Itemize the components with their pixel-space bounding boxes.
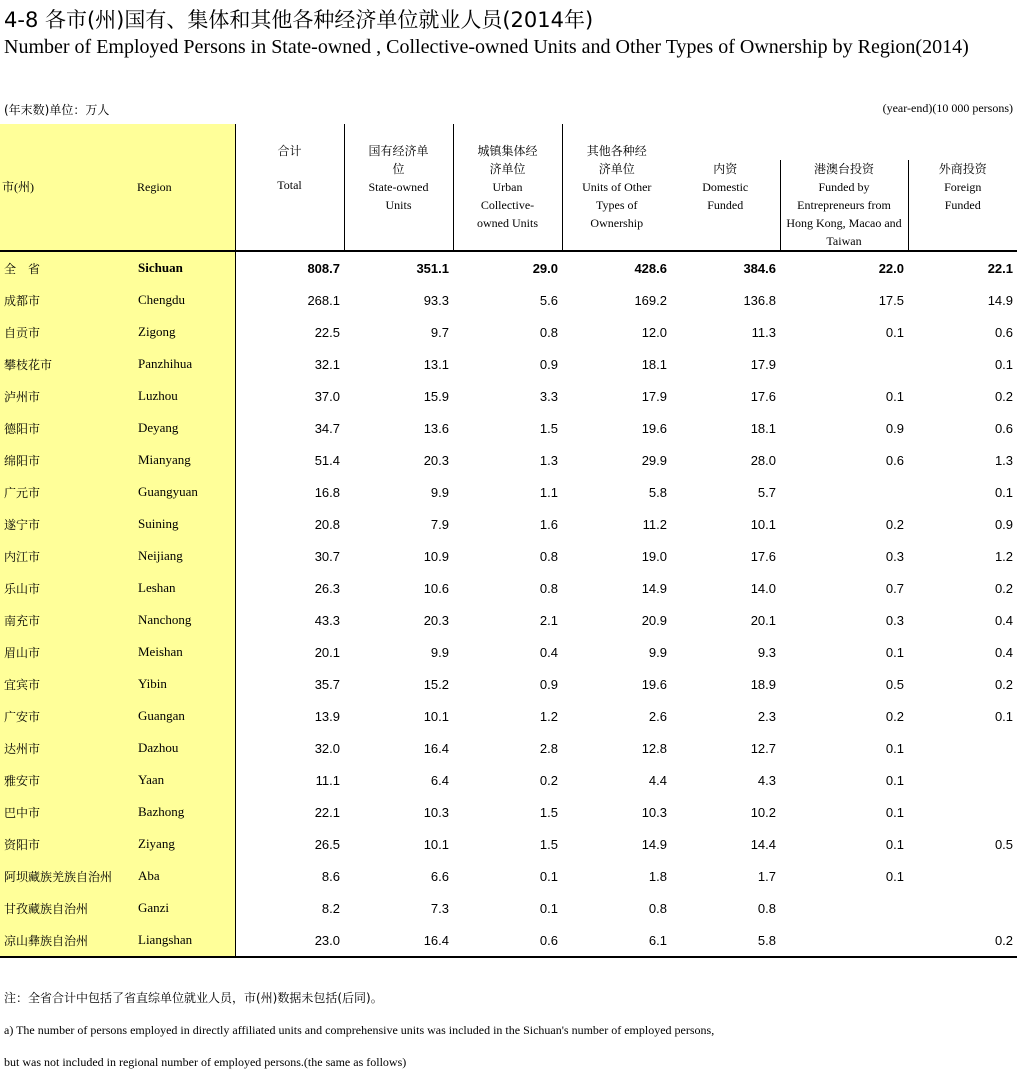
cell-total: 8.2: [235, 892, 344, 924]
cell-total: 35.7: [235, 668, 344, 700]
row-region-en: Chengdu: [135, 284, 235, 316]
cell-foreign: [908, 860, 1017, 892]
page-title-cn: 4-8 各市(州)国有、集体和其他各种经济单位就业人员(2014年): [4, 8, 594, 32]
row-region-en: Aba: [135, 860, 235, 892]
cell-foreign: 0.6: [994, 420, 1014, 436]
cell-total: 22.1: [235, 796, 344, 828]
row-region-en: Bazhong: [135, 796, 235, 828]
table-row: [0, 668, 1017, 700]
cell-hkmt: 0.3: [885, 612, 904, 628]
cell-total: 268.1: [235, 284, 344, 316]
cell-other: 29.9: [641, 452, 667, 468]
cell-collective: 1.5: [539, 804, 558, 820]
cell-other: 1.8: [648, 868, 667, 884]
table-row: [0, 636, 1017, 668]
row-city-cn: 甘孜藏族自治州: [0, 892, 135, 924]
row-city-cn: 广安市: [0, 700, 135, 732]
cell-hkmt: 0.1: [885, 836, 904, 852]
cell-hkmt: 17.5: [878, 292, 904, 308]
cell-foreign: 22.1: [908, 251, 1017, 284]
cell-total: 8.6: [235, 860, 344, 892]
header-hkmt-cn: 港澳台投资: [813, 162, 874, 176]
cell-collective: 0.4: [539, 644, 558, 660]
cell-state: 16.4: [423, 740, 449, 756]
unit-note-cn: (年末数)单位：万人: [4, 103, 110, 117]
cell-domestic: 20.1: [750, 612, 776, 628]
cell-domestic: 17.9: [750, 356, 776, 372]
cell-total: 20.1: [235, 636, 344, 668]
cell-domestic: 10.1: [750, 516, 776, 532]
row-city-cn: 眉山市: [0, 636, 135, 668]
table-row: [0, 924, 1017, 957]
cell-hkmt: [780, 348, 908, 380]
cell-collective: 1.3: [539, 452, 558, 468]
cell-domestic: 14.0: [750, 580, 776, 596]
table-row: [0, 572, 1017, 604]
row-city-cn: 遂宁市: [0, 508, 135, 540]
row-city-cn: 成都市: [0, 284, 135, 316]
cell-other: 12.8: [641, 740, 667, 756]
row-region-en: Guangyuan: [135, 476, 235, 508]
cell-state: 351.1: [344, 251, 453, 284]
cell-foreign: 0.1: [994, 484, 1014, 500]
cell-other: 14.9: [641, 836, 667, 852]
header-state-cn: 国有经济单位: [368, 144, 429, 176]
cell-state: 9.9: [430, 484, 449, 500]
cell-hkmt: 0.7: [885, 580, 904, 596]
table-header: [0, 124, 1017, 251]
cell-collective: 29.0: [453, 251, 562, 284]
table-row: [0, 316, 1017, 348]
cell-other: 5.8: [648, 484, 667, 500]
cell-state: 13.1: [423, 356, 449, 372]
cell-hkmt: 22.0: [780, 251, 908, 284]
cell-state: 93.3: [423, 292, 449, 308]
row-city-cn: 达州市: [0, 732, 135, 764]
cell-collective: 0.6: [453, 924, 562, 957]
employment-table: [0, 124, 1017, 958]
row-city-cn: 内江市: [0, 540, 135, 572]
cell-state: 6.6: [430, 868, 449, 884]
cell-domestic: 10.2: [750, 804, 776, 820]
cell-total: 26.5: [235, 828, 344, 860]
table-row: [0, 348, 1017, 380]
cell-collective: 0.9: [539, 356, 558, 372]
cell-total: 20.8: [235, 508, 344, 540]
row-city-cn: 绵阳市: [0, 444, 135, 476]
header-other-en: Units of Other Types of Ownership: [582, 180, 652, 230]
cell-other: 18.1: [641, 356, 667, 372]
row-region-en: Meishan: [135, 636, 235, 668]
cell-collective: 0.8: [539, 580, 558, 596]
cell-foreign: 0.5: [994, 836, 1014, 852]
cell-domestic: 12.7: [750, 740, 776, 756]
cell-foreign: 0.4: [994, 644, 1014, 660]
cell-total: 26.3: [235, 572, 344, 604]
row-region-en: Panzhihua: [135, 348, 235, 380]
footnote-cn: 注：全省合计中包括了省直综单位就业人员，市(州)数据未包括(后同)。: [4, 991, 383, 1005]
row-city-cn: 巴中市: [0, 796, 135, 828]
row-city-cn: 凉山彝族自治州: [0, 924, 135, 957]
header-domestic-en: Domestic Funded: [702, 180, 749, 212]
row-region-en: Leshan: [135, 572, 235, 604]
cell-other: 169.2: [634, 292, 667, 308]
cell-state: 10.1: [423, 708, 449, 724]
cell-hkmt: 0.5: [885, 676, 904, 692]
cell-foreign: 14.9: [987, 292, 1014, 308]
cell-state: 16.4: [344, 924, 453, 957]
footnote-en-1: a) The number of persons employed in directly affiliated units and comprehensive units was included in the Sichuan's number of employed persons,: [4, 1023, 715, 1037]
cell-domestic: 17.6: [750, 388, 776, 404]
header-other: [562, 124, 671, 251]
cell-collective: 0.8: [539, 548, 558, 564]
cell-hkmt: 0.1: [885, 324, 904, 340]
row-region-en: Yaan: [135, 764, 235, 796]
table-row: [0, 796, 1017, 828]
header-total-cn: 合计: [277, 144, 302, 158]
footnotes: [4, 990, 714, 1070]
row-region-en: Sichuan: [135, 251, 235, 284]
table-row: [0, 892, 1017, 924]
row-city-cn: 宜宾市: [0, 668, 135, 700]
row-region-en: Deyang: [135, 412, 235, 444]
table-row: [0, 508, 1017, 540]
cell-collective: 1.2: [539, 708, 558, 724]
cell-hkmt: 0.1: [885, 804, 904, 820]
header-collective-en: Urban Collective-owned Units: [477, 180, 538, 230]
cell-collective: 2.8: [539, 740, 558, 756]
cell-total: 37.0: [235, 380, 344, 412]
cell-domestic: 5.7: [757, 484, 776, 500]
cell-other: 9.9: [648, 644, 667, 660]
cell-domestic: 1.7: [757, 868, 776, 884]
cell-collective: 0.9: [539, 676, 558, 692]
cell-foreign: [908, 796, 1017, 828]
cell-collective: 1.5: [539, 836, 558, 852]
cell-state: 10.6: [423, 580, 449, 596]
cell-domestic: 0.8: [757, 900, 776, 916]
cell-collective: 1.5: [539, 420, 558, 436]
header-domestic-cn: 内资: [713, 162, 738, 176]
cell-hkmt: 0.3: [885, 548, 904, 564]
cell-collective: 3.3: [539, 388, 558, 404]
cell-domestic: 11.3: [751, 324, 776, 340]
cell-domestic: 18.9: [750, 676, 776, 692]
row-city-cn: 全 省: [0, 251, 135, 284]
table-row: [0, 444, 1017, 476]
cell-domestic: 4.3: [757, 772, 776, 788]
cell-hkmt: 0.1: [885, 388, 904, 404]
cell-state: 13.6: [423, 420, 449, 436]
cell-state: 7.3: [430, 900, 449, 916]
row-region-en: Guangan: [135, 700, 235, 732]
cell-other: 19.6: [641, 420, 667, 436]
header-other-cn: 其他各种经济单位: [586, 144, 647, 176]
cell-state: 9.7: [430, 324, 449, 340]
cell-state: 10.9: [423, 548, 449, 564]
cell-foreign: [908, 732, 1017, 764]
row-region-en: Yibin: [135, 668, 235, 700]
cell-state: 6.4: [430, 772, 449, 788]
table-row: [0, 828, 1017, 860]
cell-other: 17.9: [641, 388, 667, 404]
cell-foreign: 0.6: [994, 324, 1014, 340]
cell-domestic: 17.6: [750, 548, 776, 564]
cell-collective: 0.8: [539, 324, 558, 340]
cell-domestic: 2.3: [757, 708, 776, 724]
row-region-en: Nanchong: [135, 604, 235, 636]
row-region-en: Ganzi: [135, 892, 235, 924]
table-row: [0, 732, 1017, 764]
row-region-en: Liangshan: [135, 924, 235, 957]
cell-foreign: 1.2: [994, 548, 1014, 564]
row-city-cn: 德阳市: [0, 412, 135, 444]
header-foreign-en: Foreign Funded: [944, 180, 982, 212]
cell-total: 34.7: [235, 412, 344, 444]
row-city-cn: 自贡市: [0, 316, 135, 348]
table-row-total: [0, 251, 1017, 284]
row-region-en: Dazhou: [135, 732, 235, 764]
cell-other: 19.6: [641, 676, 667, 692]
cell-hkmt: 0.1: [885, 772, 904, 788]
header-total: [235, 124, 344, 251]
cell-state: 20.3: [423, 612, 449, 628]
cell-collective: 1.6: [539, 516, 558, 532]
table-row: [0, 412, 1017, 444]
cell-foreign: 1.3: [994, 452, 1014, 468]
header-region: Region: [135, 124, 235, 251]
cell-foreign: 0.2: [994, 388, 1014, 404]
cell-other: 6.1: [562, 924, 671, 957]
cell-domestic: 136.8: [743, 292, 776, 308]
cell-state: 10.1: [423, 836, 449, 852]
table-row: [0, 380, 1017, 412]
table-row: [0, 700, 1017, 732]
cell-hkmt: 0.9: [885, 420, 904, 436]
cell-collective: 1.1: [539, 484, 558, 500]
cell-other: 12.0: [641, 324, 667, 340]
cell-state: 9.9: [430, 644, 449, 660]
row-region-en: Mianyang: [135, 444, 235, 476]
cell-other: 2.6: [648, 708, 667, 724]
header-hkmt-en: Funded by Entrepreneurs from Hong Kong, Macao and Taiwan: [786, 180, 902, 248]
row-region-en: Zigong: [135, 316, 235, 348]
table-row: [0, 764, 1017, 796]
cell-state: 15.2: [423, 676, 449, 692]
cell-foreign: 0.2: [994, 676, 1014, 692]
cell-collective: 5.6: [539, 292, 558, 308]
cell-domestic: 384.6: [671, 251, 780, 284]
row-city-cn: 乐山市: [0, 572, 135, 604]
cell-domestic: 28.0: [750, 452, 776, 468]
row-city-cn: 泸州市: [0, 380, 135, 412]
header-state: [344, 124, 453, 251]
cell-hkmt: 0.1: [885, 740, 904, 756]
header-domestic: [671, 160, 780, 251]
cell-other: 428.6: [562, 251, 671, 284]
table-row: [0, 540, 1017, 572]
cell-total: 808.7: [235, 251, 344, 284]
cell-foreign: [908, 892, 1017, 924]
header-foreign-cn: 外商投资: [938, 162, 987, 176]
cell-other: 10.3: [641, 804, 667, 820]
cell-state: 7.9: [430, 516, 449, 532]
cell-foreign: 0.1: [994, 356, 1014, 372]
cell-foreign: 0.2: [994, 580, 1014, 596]
header-state-en: State-owned Units: [368, 180, 429, 212]
row-city-cn: 攀枝花市: [0, 348, 135, 380]
row-region-en: Ziyang: [135, 828, 235, 860]
cell-hkmt: [780, 892, 908, 924]
row-city-cn: 广元市: [0, 476, 135, 508]
cell-domestic: 9.3: [757, 644, 776, 660]
cell-domestic: 5.8: [671, 924, 780, 957]
cell-total: 32.0: [235, 732, 344, 764]
cell-state: 20.3: [423, 452, 449, 468]
cell-other: 0.8: [648, 900, 667, 916]
cell-total: 11.1: [235, 764, 344, 796]
page-title-en: Number of Employed Persons in State-owned , Collective-owned Units and Other Types of Ownership by Region(2014): [4, 36, 969, 58]
row-city-cn: 雅安市: [0, 764, 135, 796]
cell-hkmt: 0.1: [885, 644, 904, 660]
row-city-cn: 南充市: [0, 604, 135, 636]
cell-hkmt: 0.2: [885, 516, 904, 532]
table-body: [0, 251, 1017, 957]
header-collective-cn: 城镇集体经济单位: [477, 144, 538, 176]
cell-collective: 0.1: [539, 900, 558, 916]
cell-hkmt: 0.1: [885, 868, 904, 884]
header-collective: [453, 124, 562, 251]
cell-hkmt: 0.2: [885, 708, 904, 724]
row-region-en: Neijiang: [135, 540, 235, 572]
cell-other: 11.2: [642, 516, 667, 532]
table-row: [0, 860, 1017, 892]
cell-domestic: 18.1: [750, 420, 776, 436]
header-total-en: Total: [277, 178, 302, 192]
cell-state: 15.9: [423, 388, 449, 404]
cell-collective: 0.2: [539, 772, 558, 788]
header-foreign: [908, 160, 1017, 251]
cell-total: 13.9: [235, 700, 344, 732]
cell-hkmt: [780, 476, 908, 508]
table-row: [0, 476, 1017, 508]
cell-foreign: [908, 764, 1017, 796]
cell-other: 14.9: [641, 580, 667, 596]
cell-other: 4.4: [648, 772, 667, 788]
cell-collective: 2.1: [539, 612, 558, 628]
row-city-cn: 阿坝藏族羌族自治州: [0, 860, 135, 892]
cell-foreign: 0.9: [994, 516, 1014, 532]
cell-foreign: 0.1: [994, 708, 1014, 724]
cell-hkmt: 0.6: [885, 452, 904, 468]
cell-total: 51.4: [235, 444, 344, 476]
row-city-cn: 资阳市: [0, 828, 135, 860]
table-row: [0, 284, 1017, 316]
cell-other: 20.9: [641, 612, 667, 628]
cell-state: 10.3: [423, 804, 449, 820]
footnote-en-2: but was not included in regional number of employed persons.(the same as follows): [4, 1055, 407, 1069]
cell-collective: 0.1: [539, 868, 558, 884]
unit-note-en: (year-end)(10 000 persons): [882, 101, 1013, 115]
cell-total: 16.8: [235, 476, 344, 508]
cell-other: 19.0: [641, 548, 667, 564]
header-hkmt: [780, 160, 908, 251]
cell-hkmt: [780, 924, 908, 957]
row-region-en: Luzhou: [135, 380, 235, 412]
cell-total: 22.5: [235, 316, 344, 348]
cell-domestic: 14.4: [750, 836, 776, 852]
cell-total: 30.7: [235, 540, 344, 572]
cell-total: 23.0: [235, 924, 344, 957]
header-other-group: [671, 124, 1017, 160]
cell-foreign: 0.4: [994, 612, 1014, 628]
employment-table-container: [0, 124, 1017, 958]
cell-total: 32.1: [235, 348, 344, 380]
cell-total: 43.3: [235, 604, 344, 636]
row-region-en: Suining: [135, 508, 235, 540]
header-city-cn: 市(州): [0, 124, 135, 251]
cell-foreign: 0.2: [908, 924, 1017, 957]
table-row: [0, 604, 1017, 636]
